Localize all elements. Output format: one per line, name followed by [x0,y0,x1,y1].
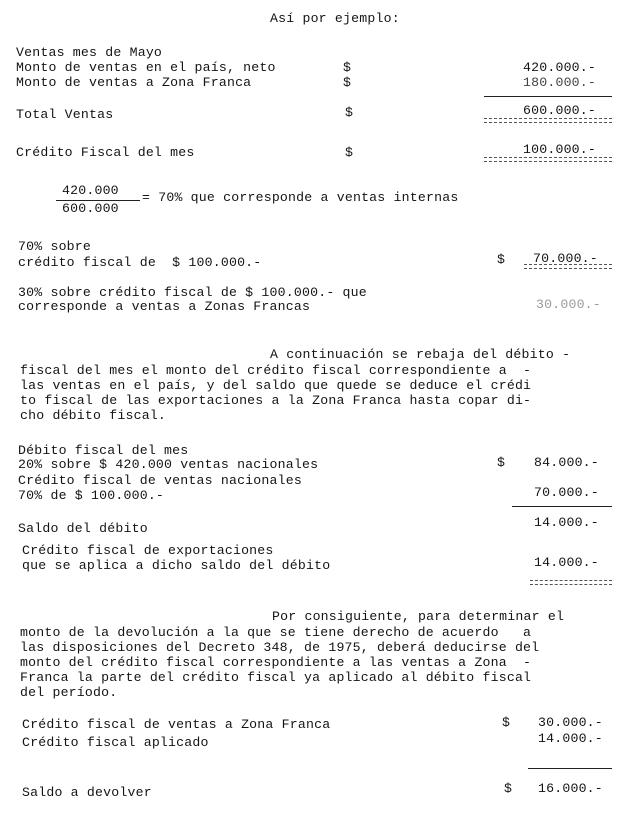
currency-symbol: $ [502,715,511,730]
free-zone-sales-amount: 180.000.- [523,75,597,90]
monthly-debit-amount: 84.000.- [534,455,599,470]
fraction-numerator: 420.000 [62,183,119,198]
export-credit-label: Crédito fiscal de exportaciones [22,543,274,558]
domestic-credit-amount: 70.000.- [533,251,598,266]
subtotal-rule [528,768,612,769]
double-underline [484,157,612,162]
applied-to-balance-label: que se aplica a dicho saldo del débito [22,558,331,573]
currency-symbol: $ [345,145,354,160]
national-sales-credit-label: Crédito fiscal de ventas nacionales [18,473,302,488]
subtotal-rule [484,96,612,97]
domestic-sales-amount: 420.000.- [523,60,597,75]
free-zone-credit-label: Crédito fiscal de ventas a Zona Franca [22,717,331,732]
double-underline [524,264,612,269]
national-credit-amount: 70.000.- [534,485,599,500]
paragraph-line: las disposiciones del Decreto 348, de 1975, deberá deducirse del [20,640,540,655]
double-underline [530,580,612,585]
free-zone-credit-amount: 30.000.- [538,715,603,730]
paragraph-line: cho débito fiscal. [20,408,167,423]
fraction-denominator: 600.000 [62,201,119,216]
percent-70-of-label: 70% de $ 100.000.- [18,488,165,503]
page-heading: Así por ejemplo: [270,11,400,26]
percent-70-label: 70% sobre [18,239,92,254]
paragraph-line: Franca la parte del crédito fiscal ya aplicado al débito fiscal [20,670,532,685]
fraction-result-text: = 70% que corresponde a ventas internas [142,190,459,205]
currency-symbol: $ [345,105,354,120]
national-sales-20-label: 20% sobre $ 420.000 ventas nacionales [18,457,319,472]
monthly-credit-label: Crédito Fiscal del mes [16,145,195,160]
refund-balance-amount: 16.000.- [538,781,603,796]
paragraph-line: del período. [20,685,118,700]
monthly-debit-label: Débito fiscal del mes [18,443,189,458]
fiscal-credit-of-label: crédito fiscal de $ 100.000.- [18,255,262,270]
paragraph-line: monto del crédito fiscal correspondiente a las ventas a Zona - [20,655,532,670]
paragraph-line: monto de la devolución a la que se tiene derecho de acuerdo a [20,625,532,640]
currency-symbol: $ [497,455,506,470]
total-sales-label: Total Ventas [16,107,114,122]
percent-30-label: 30% sobre crédito fiscal de $ 100.000.- que [18,285,367,300]
monthly-credit-amount: 100.000.- [523,142,597,157]
currency-symbol: $ [497,252,506,267]
refund-balance-label: Saldo a devolver [22,785,152,800]
free-zone-credit-amount: 30.000.- [536,297,601,312]
sales-month-label: Ventas mes de Mayo [16,45,163,60]
subtotal-rule [512,506,612,507]
double-underline [484,118,612,123]
currency-symbol: $ [343,75,352,90]
paragraph-line: fiscal del mes el monto del crédito fiscal correspondiente a - [20,363,532,378]
export-credit-amount: 14.000.- [534,555,599,570]
currency-symbol: $ [504,781,513,796]
paragraph-line: Por consiguiente, para determinar el [272,609,565,624]
applied-credit-amount: 14.000.- [538,731,603,746]
debit-balance-amount: 14.000.- [534,515,599,530]
domestic-sales-label: Monto de ventas en el país, neto [16,60,276,75]
debit-balance-label: Saldo del débito [18,521,148,536]
free-zone-corresponds-label: corresponde a ventas a Zonas Francas [18,299,311,314]
free-zone-sales-label: Monto de ventas a Zona Franca [16,75,252,90]
paragraph-line: las ventas en el país, y del saldo que quede se deduce el crédi [20,378,532,393]
paragraph-line: A continuación se rebaja del débito - [270,347,571,362]
currency-symbol: $ [343,60,352,75]
paragraph-line: to fiscal de las exportaciones a la Zona Franca hasta copar di- [20,393,532,408]
applied-credit-label: Crédito fiscal aplicado [22,735,209,750]
total-sales-amount: 600.000.- [523,103,597,118]
